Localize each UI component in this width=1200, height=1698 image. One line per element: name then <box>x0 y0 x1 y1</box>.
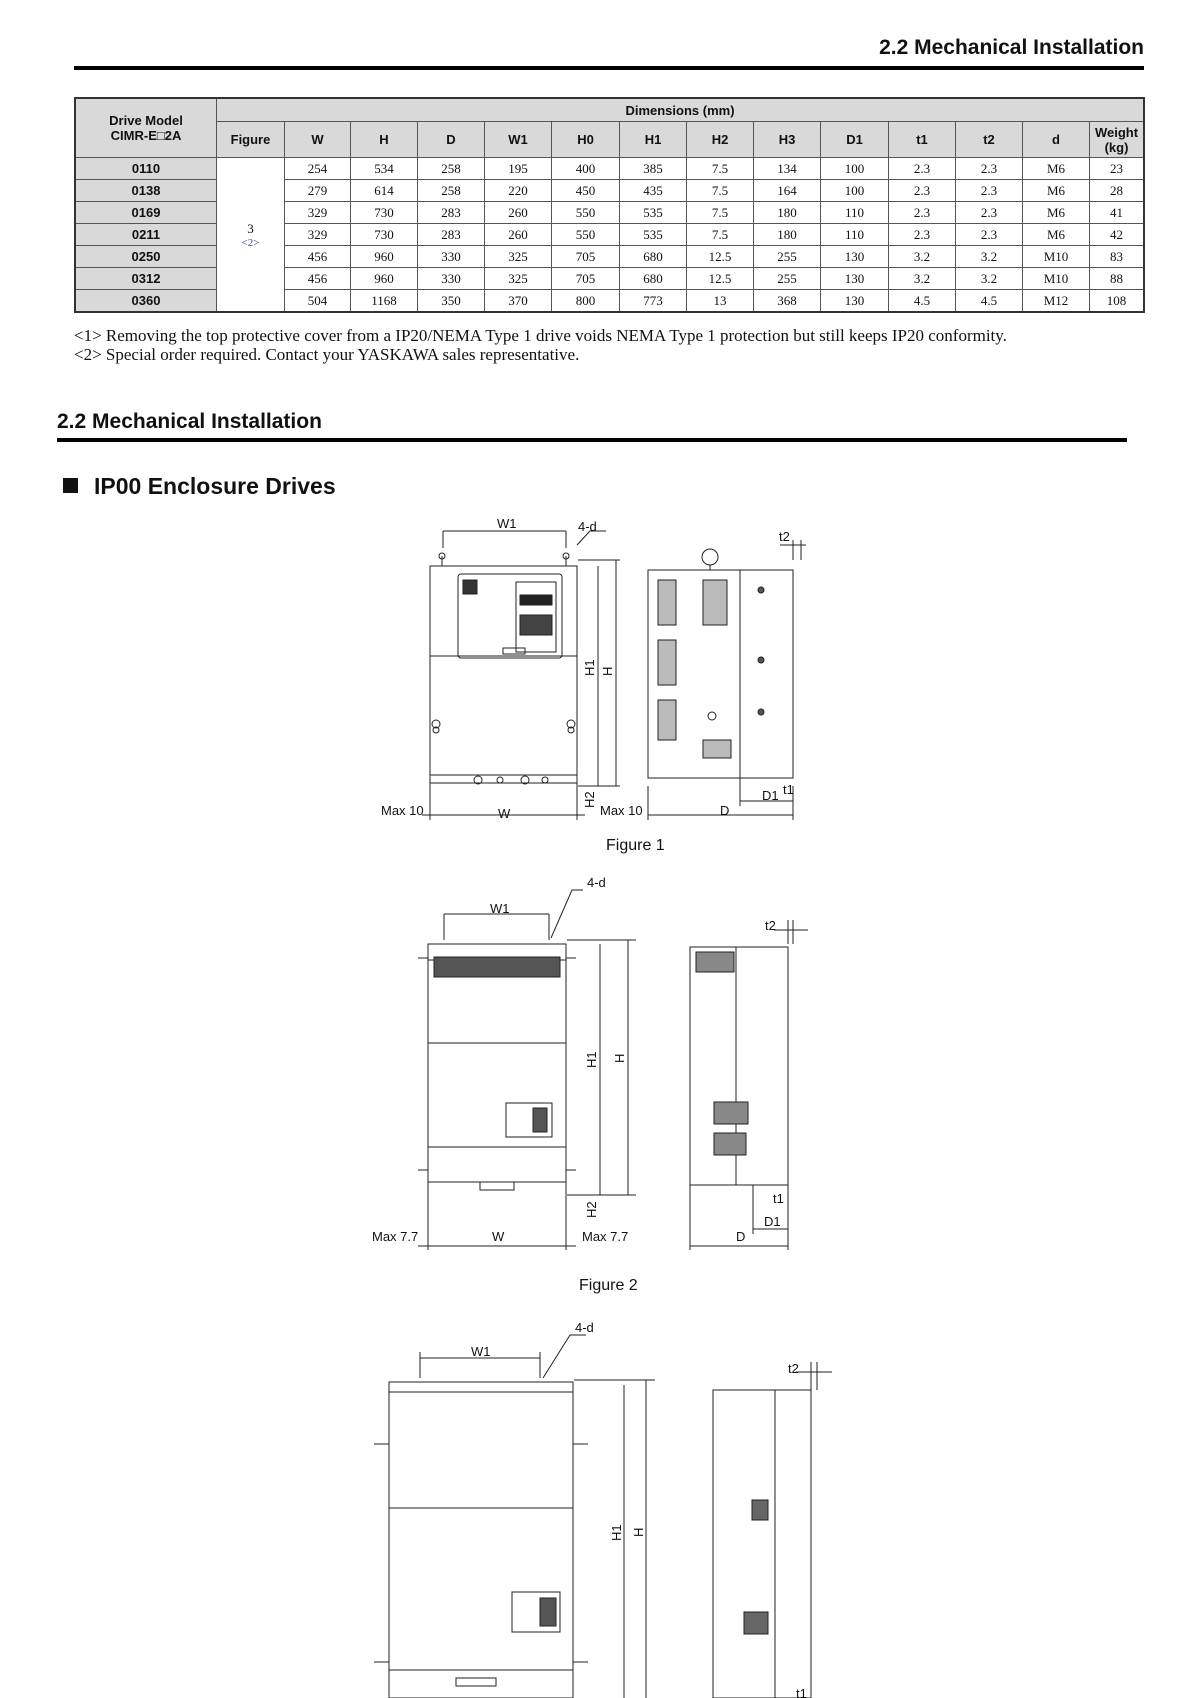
fig2-vent <box>434 957 560 977</box>
cell-h2: 12.5 <box>687 246 754 268</box>
subsection-label: IP00 Enclosure Drives <box>94 473 336 499</box>
model-cell: 0360 <box>75 290 217 313</box>
cell-d1: 100 <box>821 180 889 202</box>
fig3-side-body <box>713 1390 775 1698</box>
cell-t1: 3.2 <box>889 268 956 290</box>
fig3-label: t1 <box>796 1686 807 1698</box>
cell-d1: 110 <box>821 202 889 224</box>
fig1-front-upper <box>430 566 577 656</box>
model-cell: 0211 <box>75 224 217 246</box>
cell-h0: 550 <box>552 224 620 246</box>
cell-w1: 370 <box>485 290 552 313</box>
cell-w: 254 <box>285 158 351 180</box>
cell-h: 960 <box>351 246 418 268</box>
cell-h0: 705 <box>552 246 620 268</box>
cell-h3: 180 <box>754 224 821 246</box>
fig1-caption: Figure 1 <box>606 837 665 854</box>
weight-header-line2: (kg) <box>1104 139 1129 155</box>
cell-w1: 195 <box>485 158 552 180</box>
cell-t2: 2.3 <box>956 202 1023 224</box>
cell-weight: 42 <box>1090 224 1145 246</box>
cell-w: 456 <box>285 268 351 290</box>
fig1-label: t2 <box>779 529 790 544</box>
cell-w1: 260 <box>485 202 552 224</box>
cell-d: M6 <box>1023 158 1090 180</box>
model-cell: 0250 <box>75 246 217 268</box>
footnote: <2> Special order required. Contact your YASKAWA sales representative. <box>74 345 580 364</box>
cell-t2: 2.3 <box>956 158 1023 180</box>
fig3-label: 4-d <box>575 1320 594 1335</box>
cell-h2: 7.5 <box>687 224 754 246</box>
col-header: t2 <box>956 122 1023 158</box>
cell-t1: 2.3 <box>889 202 956 224</box>
figure-number: 3 <box>247 220 254 236</box>
cell-t2: 2.3 <box>956 180 1023 202</box>
cell-h: 960 <box>351 268 418 290</box>
cell-t2: 3.2 <box>956 246 1023 268</box>
fig1-front-body <box>430 566 577 783</box>
fig2-label: D <box>736 1229 746 1244</box>
cell-d: M10 <box>1023 268 1090 290</box>
cell-t1: 2.3 <box>889 180 956 202</box>
fig1-label: Max 10 <box>381 803 424 818</box>
model-cell: 0110 <box>75 158 217 180</box>
cell-h0: 400 <box>552 158 620 180</box>
cell-w1: 325 <box>485 246 552 268</box>
cell-h: 614 <box>351 180 418 202</box>
cell-d: M12 <box>1023 290 1090 313</box>
cell-w: 504 <box>285 290 351 313</box>
cell-d1: 100 <box>821 158 889 180</box>
cell-weight: 88 <box>1090 268 1145 290</box>
col-header: H <box>351 122 418 158</box>
fig3-label: W1 <box>471 1344 491 1359</box>
cell-h0: 550 <box>552 202 620 224</box>
cell-h3: 255 <box>754 246 821 268</box>
cell-d1: 130 <box>821 290 889 313</box>
fig2-label: H <box>612 1053 627 1063</box>
fig2-label: t1 <box>773 1191 784 1206</box>
figure-2-labels <box>372 875 784 1294</box>
cell-weight: 23 <box>1090 158 1145 180</box>
cell-d: 330 <box>418 246 485 268</box>
fig2-label: 4-d <box>587 875 606 890</box>
cell-t1: 2.3 <box>889 224 956 246</box>
model-header-line2: CIMR-E□2A <box>110 128 182 143</box>
cell-h0: 705 <box>552 268 620 290</box>
cell-t2: 3.2 <box>956 268 1023 290</box>
cell-h0: 800 <box>552 290 620 313</box>
fig1-label: H <box>600 666 615 676</box>
cell-d: M6 <box>1023 202 1090 224</box>
cell-h2: 7.5 <box>687 158 754 180</box>
cell-h: 730 <box>351 202 418 224</box>
col-header: W <box>285 122 351 158</box>
col-header: t1 <box>889 122 956 158</box>
fig1-label: D <box>720 803 730 818</box>
fig2-label: W1 <box>490 901 510 916</box>
fig1-label: H1 <box>582 659 597 676</box>
fig1-label: W <box>498 806 511 821</box>
figure-3 <box>374 1335 832 1698</box>
cell-d: M10 <box>1023 246 1090 268</box>
cell-weight: 83 <box>1090 246 1145 268</box>
fig3-label: H <box>631 1527 646 1537</box>
fig1-label: 4-d <box>578 519 597 534</box>
col-header: D1 <box>821 122 889 158</box>
cell-h1: 680 <box>620 246 687 268</box>
fig1-label: H2 <box>582 791 597 808</box>
model-cell: 0169 <box>75 202 217 224</box>
cell-h1: 773 <box>620 290 687 313</box>
cell-d: 330 <box>418 268 485 290</box>
model-cell: 0138 <box>75 180 217 202</box>
cell-t1: 3.2 <box>889 246 956 268</box>
cell-h: 534 <box>351 158 418 180</box>
cell-w: 279 <box>285 180 351 202</box>
cell-d1: 130 <box>821 268 889 290</box>
fig1-label: t1 <box>783 782 794 797</box>
fig2-label: D1 <box>764 1214 781 1229</box>
fig3-label: H1 <box>609 1524 624 1541</box>
cell-d: 258 <box>418 158 485 180</box>
cell-d: 283 <box>418 202 485 224</box>
cell-h3: 164 <box>754 180 821 202</box>
fig1-label: D1 <box>762 788 779 803</box>
cell-h: 730 <box>351 224 418 246</box>
cell-weight: 41 <box>1090 202 1145 224</box>
figure-1-labels <box>381 516 794 854</box>
fig1-label: Max 10 <box>600 803 643 818</box>
col-header: H0 <box>552 122 620 158</box>
cell-h2: 12.5 <box>687 268 754 290</box>
fig1-side-heatsink <box>740 570 793 778</box>
cell-t1: 2.3 <box>889 158 956 180</box>
dimensions-header: Dimensions (mm) <box>217 98 1145 122</box>
cell-weight: 28 <box>1090 180 1145 202</box>
fig2-front-body <box>428 944 566 1182</box>
cell-h3: 134 <box>754 158 821 180</box>
fig1-label: W1 <box>497 516 517 531</box>
fig2-label: H1 <box>584 1051 599 1068</box>
cell-h1: 535 <box>620 224 687 246</box>
col-header: H1 <box>620 122 687 158</box>
fig3-front-body <box>389 1382 573 1698</box>
weight-header-line1: Weight <box>1094 124 1139 140</box>
cell-t1: 4.5 <box>889 290 956 313</box>
cell-h1: 385 <box>620 158 687 180</box>
page-header: 2.2 Mechanical Installation <box>879 36 1144 59</box>
cell-d: 283 <box>418 224 485 246</box>
cell-h3: 368 <box>754 290 821 313</box>
cell-h2: 7.5 <box>687 202 754 224</box>
section-header: 2.2 Mechanical Installation <box>57 410 322 433</box>
model-header-line1: Drive Model <box>109 113 183 128</box>
model-cell: 0312 <box>75 268 217 290</box>
cell-h2: 7.5 <box>687 180 754 202</box>
col-header: H2 <box>687 122 754 158</box>
footnote-ref-link[interactable]: <2> <box>241 236 260 249</box>
fig3-label: t2 <box>788 1361 799 1376</box>
cell-h3: 180 <box>754 202 821 224</box>
cell-h0: 450 <box>552 180 620 202</box>
cell-w1: 220 <box>485 180 552 202</box>
fig2-label: t2 <box>765 918 776 933</box>
cell-h3: 255 <box>754 268 821 290</box>
footnote: <1> Removing the top protective cover from a IP20/NEMA Type 1 drive voids NEMA Type 1 protection but still keeps IP20 conformity. <box>74 326 1007 345</box>
col-header: W1 <box>485 122 552 158</box>
fig2-label: Max 7.7 <box>372 1229 419 1244</box>
cell-w: 329 <box>285 224 351 246</box>
fig2-label: Max 7.7 <box>582 1229 629 1244</box>
cell-h2: 13 <box>687 290 754 313</box>
cell-d: 258 <box>418 180 485 202</box>
cell-d: 350 <box>418 290 485 313</box>
col-header: D <box>418 122 485 158</box>
cell-weight: 108 <box>1090 290 1145 313</box>
fig1-lifting-eye <box>702 549 718 565</box>
cell-h1: 680 <box>620 268 687 290</box>
fig2-label: H2 <box>584 1201 599 1218</box>
cell-w: 329 <box>285 202 351 224</box>
cell-h1: 435 <box>620 180 687 202</box>
cell-w1: 325 <box>485 268 552 290</box>
cell-h1: 535 <box>620 202 687 224</box>
fig2-label: W <box>492 1229 505 1244</box>
cell-d1: 130 <box>821 246 889 268</box>
cell-d: M6 <box>1023 180 1090 202</box>
figure-2 <box>418 890 808 1250</box>
cell-d1: 110 <box>821 224 889 246</box>
fig2-caption: Figure 2 <box>579 1277 638 1294</box>
col-header: d <box>1023 122 1090 158</box>
cell-t2: 2.3 <box>956 224 1023 246</box>
cell-d: M6 <box>1023 224 1090 246</box>
cell-h: 1168 <box>351 290 418 313</box>
cell-w1: 260 <box>485 224 552 246</box>
cell-w: 456 <box>285 246 351 268</box>
col-header: H3 <box>754 122 821 158</box>
cell-t2: 4.5 <box>956 290 1023 313</box>
col-header: Figure <box>217 122 285 158</box>
fig3-side-heatsink <box>775 1390 811 1698</box>
